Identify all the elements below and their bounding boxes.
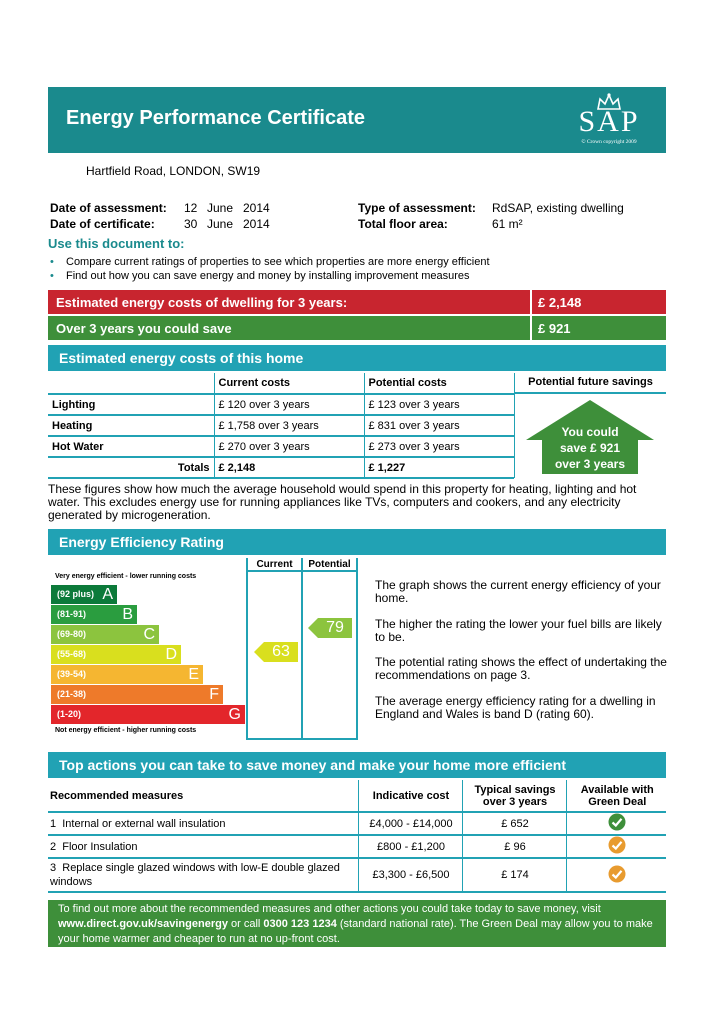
rating-bottom-label: Not energy efficient - higher running costs	[55, 727, 197, 734]
rating-band-a	[51, 585, 117, 604]
date-certificate-year: 2014	[243, 217, 270, 231]
actions-table	[48, 780, 666, 893]
use-document-heading: Use this document to:	[48, 236, 185, 251]
rating-band-range: (21-38)	[57, 689, 87, 699]
date-assessment-day: 12	[184, 201, 198, 215]
green-deal-tick-icon	[608, 845, 626, 857]
rating-text-3: The potential rating shows the effect of undertaking the recommendations on page 3.	[375, 655, 667, 682]
estimated-costs-band	[48, 290, 666, 314]
date-assessment-label: Date of assessment:	[50, 201, 167, 215]
rating-band-letter: A	[102, 586, 113, 603]
rating-band-c	[51, 625, 159, 644]
col-current-costs: Current costs	[214, 373, 364, 394]
crown-copyright: © Crown copyright 2009	[581, 139, 637, 145]
rating-text-2: The higher the rating the lower your fuel bills are likely to be.	[375, 617, 662, 644]
actions-section-heading: Top actions you can take to save money and make your home more efficient	[48, 752, 666, 778]
table-row: Hot Water £ 270 over 3 years £ 273 over 3 years	[48, 436, 514, 457]
use-document-list	[50, 255, 490, 283]
rating-band-letter: C	[143, 626, 155, 643]
floor-area-label: Total floor area:	[358, 217, 448, 231]
table-row: Heating £ 1,758 over 3 years £ 831 over 3 years	[48, 415, 514, 436]
rating-band-range: (1-20)	[57, 709, 82, 719]
col-indicative-cost: Indicative cost	[358, 780, 462, 812]
rating-col-current: Current	[256, 559, 293, 570]
costs-note: These figures show how much the average household would spend in this property for heating, lighting and hot water. This excludes energy use for running appliances like TVs, computers and cookers, and any electricity generated by microgeneration.	[48, 482, 637, 522]
table-row: Lighting £ 120 over 3 years £ 123 over 3 years	[48, 394, 514, 415]
rating-band-letter: B	[122, 606, 133, 623]
phone-number: 0300 123 1234	[263, 918, 337, 930]
green-deal-tick-icon	[608, 822, 626, 834]
savings-label: Over 3 years you could save	[56, 321, 232, 336]
estimated-costs-label: Estimated energy costs of dwelling for 3 years:	[56, 295, 348, 310]
rating-band-g	[51, 705, 245, 724]
col-potential-costs: Potential costs	[364, 373, 514, 394]
rating-band-f	[51, 685, 223, 704]
sap-logo	[568, 93, 650, 147]
col-typical-savings: Typical savings over 3 years	[462, 780, 566, 812]
date-assessment-year: 2014	[243, 201, 270, 215]
savingenergy-link[interactable]: www.direct.gov.uk/savingenergy	[58, 918, 228, 930]
crown-icon	[596, 93, 622, 111]
table-row-totals: Totals £ 2,148 £ 1,227	[48, 457, 514, 478]
rating-band-range: (55-68)	[57, 649, 87, 659]
potential-rating-value: 79	[326, 619, 344, 636]
rating-band-d	[51, 645, 181, 664]
savings-band	[48, 316, 666, 340]
certificate-title: Energy Performance Certificate	[66, 107, 366, 129]
rating-col-potential: Potential	[308, 559, 351, 570]
property-address: Hartfield Road, LONDON, SW19	[86, 164, 261, 178]
date-certificate-month: June	[207, 217, 234, 231]
type-assessment-value: RdSAP, existing dwelling	[492, 201, 624, 215]
current-rating-value: 63	[272, 643, 290, 660]
rating-section-heading: Energy Efficiency Rating	[48, 529, 666, 555]
rating-band-letter: G	[228, 706, 241, 723]
col-future-savings: Potential future savings	[514, 373, 666, 394]
estimated-costs-value: £ 2,148	[530, 290, 666, 314]
rating-chart	[48, 558, 358, 740]
rating-band-range: (39-54)	[57, 669, 87, 679]
rating-top-label: Very energy efficient - lower running costs	[55, 573, 197, 580]
rating-text-1: The graph shows the current energy efficiency of your home.	[375, 578, 661, 605]
sap-logo-letters: SAP	[578, 105, 640, 138]
rating-band-range: (69-80)	[57, 629, 87, 639]
rating-band-range: (81-91)	[57, 609, 87, 619]
col-green-deal: Available with Green Deal	[566, 780, 666, 812]
certificate-header	[48, 87, 666, 153]
rating-band-e	[51, 665, 203, 684]
rating-band-b	[51, 605, 137, 624]
col-measures: Recommended measures	[48, 780, 358, 812]
floor-area-value: 61 m²	[492, 217, 523, 231]
date-certificate-label: Date of certificate:	[50, 217, 155, 231]
savings-house-text: You could save £ 921 over 3 years	[554, 425, 626, 471]
green-deal-tick-icon	[608, 874, 626, 886]
table-row: 1 Internal or external wall insulation £4,000 - £14,000 £ 652	[48, 812, 666, 835]
type-assessment-label: Type of assessment:	[358, 201, 476, 215]
date-certificate-day: 30	[184, 217, 198, 231]
costs-table	[48, 373, 514, 479]
savings-value: £ 921	[530, 316, 666, 340]
list-item: • Compare current ratings of properties to see which properties are more energy efficient	[50, 256, 490, 268]
list-item: • Find out how you can save energy and money by installing improvement measures	[50, 270, 470, 282]
rating-band-letter: D	[165, 646, 177, 663]
rating-band-range: (92 plus)	[57, 589, 95, 599]
rating-band-letter: F	[209, 686, 219, 703]
table-row: 3 Replace single glazed windows with low-E double glazed windows £3,300 - £6,500 £ 174	[48, 858, 666, 892]
rating-band-letter: E	[188, 666, 199, 683]
costs-section-heading: Estimated energy costs of this home	[48, 345, 666, 371]
footer-info: To find out more about the recommended measures and other actions you could take today to save money, visit www.direct.gov.uk/savingenergy or call 0300 123 1234 (standard national rate). The Green Deal may allow you to make your home warmer and cheaper to run at no up-front cost.	[48, 900, 666, 947]
rating-text-4: The average energy efficiency rating for a dwelling in England and Wales is band D (rating 60).	[375, 694, 656, 721]
table-row: 2 Floor Insulation £800 - £1,200 £ 96	[48, 835, 666, 858]
date-assessment-month: June	[207, 201, 234, 215]
